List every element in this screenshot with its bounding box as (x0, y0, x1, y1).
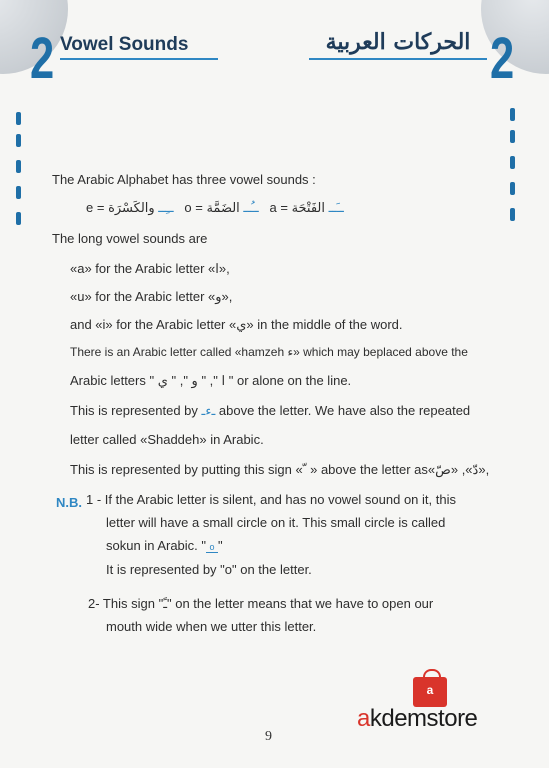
long-u-line: «u» for the Arabic letter «و», (70, 289, 233, 304)
nb-item2-line1: 2- This sign "ـً" on the letter means that we have to open our (88, 596, 434, 611)
dash-right-4 (510, 182, 515, 195)
chapter-number-right: 2 (490, 26, 515, 91)
logo-icon-letter: a (426, 683, 434, 697)
intro-text: The Arabic Alphabet has three vowel sounds : (52, 172, 316, 187)
dash-left-5 (16, 212, 21, 225)
page-number: 9 (265, 729, 272, 744)
vowels-line: e = ــِــ والكَسْرَة o = ــُــ الضَمَّة a = ــَــ الفَتْحَة (86, 200, 344, 216)
represented-line-2: This is represented by putting this sign « ّ » above the letter as«دّ», «صّ», (70, 462, 490, 477)
logo-rest: kdemstore (369, 705, 478, 732)
represented-line-1: This is represented by ـءـ above the letter. We have also the repeated (70, 403, 471, 418)
store-logo (357, 705, 477, 733)
dash-left-3 (16, 160, 21, 173)
a-label: a = (269, 200, 288, 215)
dash-right-5 (510, 208, 515, 221)
logo-prefix: a (357, 705, 370, 732)
dash-left-4 (16, 186, 21, 199)
hamzeh-line-2: Arabic letters " ا ", " و ", " ي " or alone on the line. (70, 373, 352, 388)
sokun-text: sokun in Arabic. " (106, 538, 207, 553)
nb-label: N.B. (56, 495, 82, 510)
title-arabic: الحركات العربية (325, 29, 471, 55)
title-underline-right (309, 58, 487, 60)
nb-item1-line4: It is represented by "o" on the letter. (106, 562, 312, 577)
long-i-line: and «i» for the Arabic letter «ي» in the middle of the word. (70, 317, 403, 332)
sokun-quote-end: " (218, 538, 223, 553)
o-label: o = (184, 200, 203, 215)
bag-logo-icon (413, 677, 447, 707)
shaddeh-line: letter called «Shaddeh» in Arabic. (70, 432, 264, 447)
e-label: e = (86, 200, 105, 215)
dash-left-2 (16, 134, 21, 147)
long-a-line: «a» for the Arabic letter «ا», (70, 261, 230, 276)
represented-text-b: above the letter. We have also the repeated (218, 403, 471, 418)
damma-word: الضَمَّة (206, 201, 240, 216)
nb-item1-line1: 1 - If the Arabic letter is silent, and has no vowel sound on it, this (86, 492, 456, 507)
title-english: Vowel Sounds (60, 34, 189, 55)
nb-item1-line2: letter will have a small circle on it. This small circle is called (106, 515, 446, 530)
nb-item2-line2: mouth wide when we utter this letter. (106, 619, 317, 634)
dash-right-1 (510, 108, 515, 121)
dash-right-2 (510, 130, 515, 143)
dash-right-3 (510, 156, 515, 169)
hamzeh-line: There is an Arabic letter called «hamzeh ء» which may beplaced above the (70, 345, 468, 359)
dash-left-1 (16, 112, 21, 125)
fatha-word: الفَتْحَة (291, 201, 325, 216)
kasra-word: والكَسْرَة (108, 201, 155, 216)
sukun-sign-icon: o (206, 543, 218, 553)
title-underline-left (60, 58, 218, 60)
represented-text-a: This is represented by (70, 403, 198, 418)
long-vowels-title: The long vowel sounds are (52, 231, 208, 246)
nb-item1-line3 (106, 538, 223, 553)
chapter-number-left: 2 (30, 26, 55, 91)
